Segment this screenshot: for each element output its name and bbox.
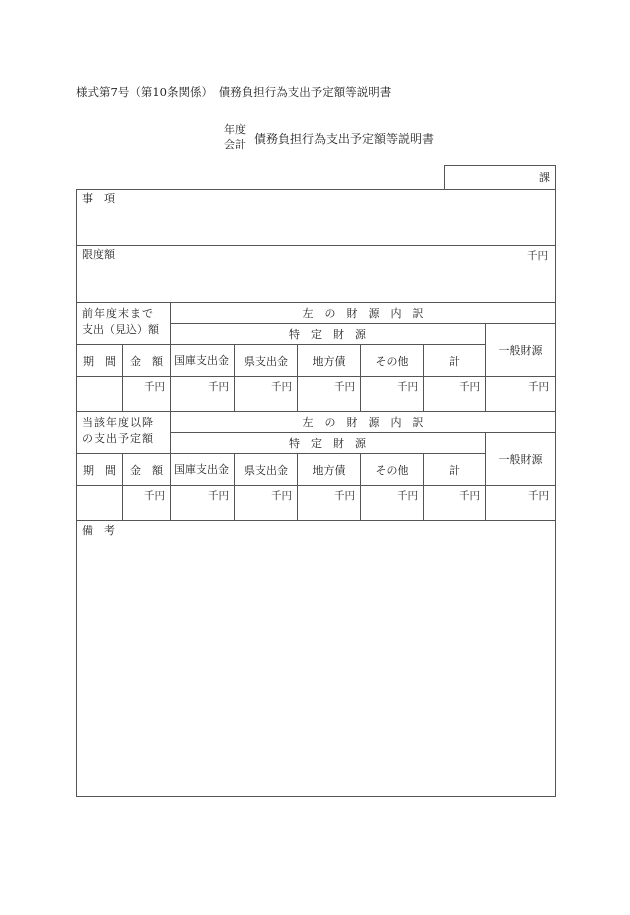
block2-unit-kokko: 千円 — [208, 490, 229, 502]
block2-unit-kei: 千円 — [459, 490, 480, 502]
block1-breakdown: 左 の 財 源 内 訳 — [302, 307, 424, 320]
block1-unit-ippan: 千円 — [528, 381, 549, 393]
block2-breakdown: 左 の 財 源 内 訳 — [302, 416, 424, 429]
block2-label-line1: 当該年度以降 — [82, 416, 154, 429]
block2-col-sonota: その他 — [375, 463, 409, 477]
block1-unit-chihosai: 千円 — [334, 381, 355, 393]
block1-label-line1: 前年度末まで — [82, 307, 154, 320]
document-title: 債務負担行為支出予定額等説明書 — [254, 132, 435, 146]
block1-unit-kokko: 千円 — [208, 381, 229, 393]
fiscal-label-stack — [224, 122, 250, 152]
jiko-label: 事 項 — [82, 192, 115, 205]
block1-unit-kingaku: 千円 — [144, 381, 165, 393]
frame-bottom — [76, 796, 556, 797]
block2-col-kikan: 期 間 — [83, 463, 116, 477]
block2-h485 — [76, 485, 556, 486]
block1-col-sonota: その他 — [375, 354, 409, 368]
ka-box-right — [555, 165, 556, 189]
frame-left — [76, 189, 77, 797]
block1-label-line2: 支出（見込）額 — [82, 323, 159, 336]
block2-bottom — [76, 520, 556, 521]
kaikei-label: 会計 — [224, 138, 246, 151]
block1-label — [82, 306, 159, 338]
block2-ippan: 一般財源 — [498, 453, 543, 466]
jiko-divider — [76, 245, 556, 246]
block2-unit-sonota: 千円 — [397, 490, 418, 502]
ka-label: 課 — [539, 171, 550, 184]
frame-top — [76, 189, 556, 190]
block2-col-kokko: 国庫支出金 — [174, 462, 229, 476]
block2-label-line2: の支出予定額 — [82, 432, 154, 445]
gendo-label: 限度額 — [82, 248, 115, 261]
ka-box-left — [444, 165, 445, 189]
block2-col-kei: 計 — [449, 463, 460, 477]
biko-label: 備 考 — [82, 524, 115, 537]
block2-unit-chihosai: 千円 — [334, 490, 355, 502]
block2-col-chihosai: 地方債 — [312, 463, 346, 477]
block2-tokutei: 特 定 財 源 — [289, 437, 366, 450]
block1-col-kenshishutsu: 県支出金 — [244, 354, 288, 368]
block1-ippan: 一般財源 — [498, 344, 543, 357]
block1-unit-ken: 千円 — [271, 381, 292, 393]
block1-unit-sonota: 千円 — [397, 381, 418, 393]
block2-unit-kingaku: 千円 — [144, 490, 165, 502]
block1-h376 — [76, 376, 556, 377]
block2-unit-ken: 千円 — [271, 490, 292, 502]
nendo-label: 年度 — [224, 123, 246, 136]
block1-unit-kei: 千円 — [459, 381, 480, 393]
block2-col-kingaku: 金 額 — [130, 463, 163, 477]
block1-col-kokko: 国庫支出金 — [174, 353, 229, 367]
frame-right — [555, 189, 556, 797]
gendo-unit: 千円 — [527, 250, 548, 262]
block2-unit-ippan: 千円 — [528, 490, 549, 502]
block2-label — [82, 415, 154, 447]
block1-tokutei: 特 定 財 源 — [289, 328, 366, 341]
block2-col-kenshishutsu: 県支出金 — [244, 463, 288, 477]
block1-col-kingaku: 金 額 — [130, 354, 163, 368]
form-number: 様式第7号（第10条関係） 債務負担行為支出予定額等説明書 — [76, 85, 392, 99]
block1-col-kei: 計 — [449, 354, 460, 368]
block1-col-kikan: 期 間 — [83, 354, 116, 368]
block1-col-chihosai: 地方債 — [312, 354, 346, 368]
